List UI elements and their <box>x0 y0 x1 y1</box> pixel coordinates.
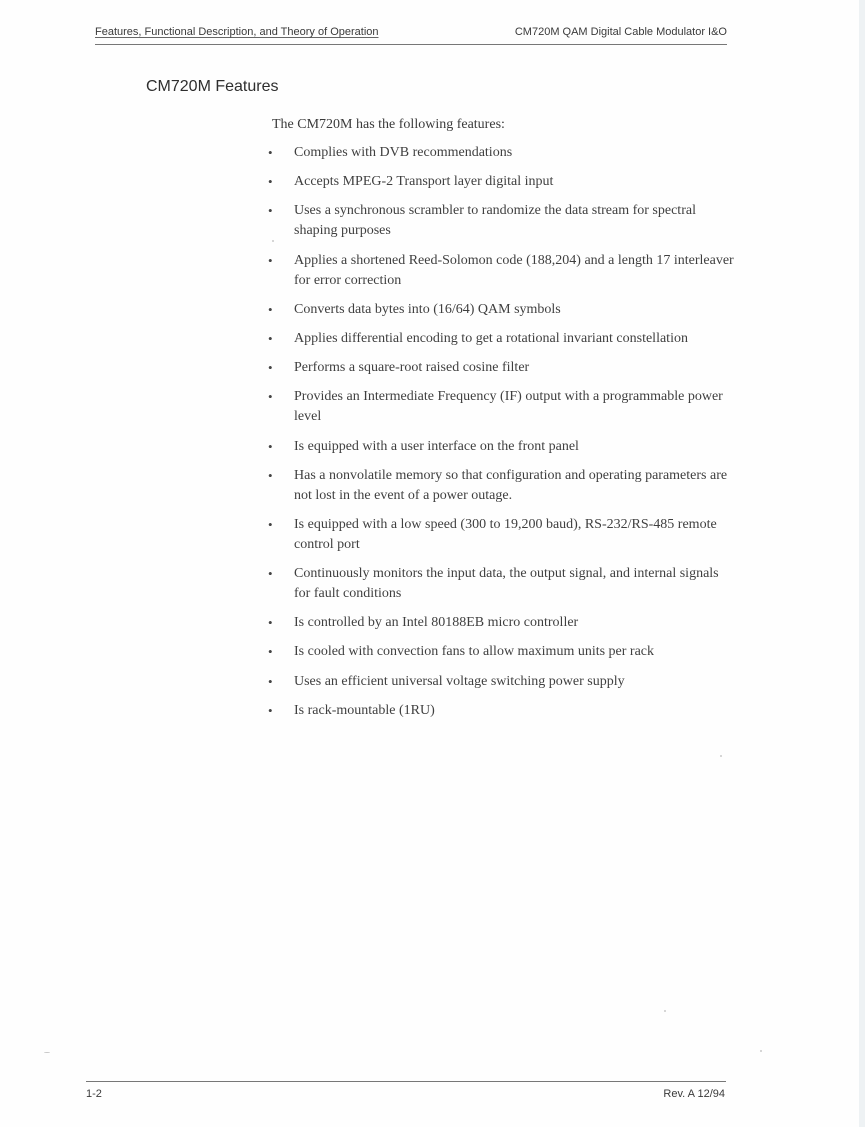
feature-text: Is equipped with a user interface on the front panel <box>294 438 579 454</box>
revision-label: Rev. A 12/94 <box>663 1088 725 1100</box>
scan-speck <box>44 1052 50 1053</box>
feature-text: Continuously monitors the input data, the output signal, and internal signals for fault conditions <box>294 566 719 602</box>
feature-item <box>266 613 736 633</box>
footer-rule <box>86 1081 726 1082</box>
feature-text: Uses an efficient universal voltage switching power supply <box>294 673 625 689</box>
bullet-icon: • <box>268 389 273 405</box>
bullet-icon: • <box>268 174 273 190</box>
feature-item <box>266 387 736 427</box>
feature-text: Provides an Intermediate Frequency (IF) output with a programmable power level <box>294 389 723 425</box>
feature-item <box>266 515 736 555</box>
feature-text: Applies a shortened Reed-Solomon code (188,204) and a length 17 interleaver for error correction <box>294 252 734 288</box>
bullet-icon: • <box>268 360 273 376</box>
bullet-icon: • <box>268 301 273 317</box>
feature-text: Uses a synchronous scrambler to randomize the data stream for spectral shaping purposes <box>294 203 696 239</box>
scan-speck <box>272 240 274 242</box>
bullet-icon: • <box>268 673 273 689</box>
bullet-icon: • <box>268 438 273 454</box>
scan-edge <box>859 0 865 1127</box>
feature-item <box>266 201 736 241</box>
feature-item <box>266 143 736 163</box>
header-rule <box>95 44 727 45</box>
bullet-icon: • <box>268 330 273 346</box>
scan-speck <box>664 1010 666 1012</box>
feature-text: Has a nonvolatile memory so that configuration and operating parameters are not lost in the event of a power outage. <box>294 467 728 503</box>
bullet-icon: • <box>268 467 273 483</box>
intro-text: The CM720M has the following features: <box>272 117 505 132</box>
header-section-title: Features, Functional Description, and Theory of Operation <box>95 26 379 38</box>
feature-item <box>266 564 736 604</box>
bullet-icon: • <box>268 203 273 219</box>
feature-item <box>266 172 736 192</box>
feature-item <box>266 251 736 291</box>
bullet-icon: • <box>268 145 273 160</box>
feature-item <box>266 329 736 349</box>
feature-item <box>266 466 736 506</box>
feature-text: Is controlled by an Intel 80188EB micro controller <box>294 615 579 631</box>
feature-text: Applies differential encoding to get a rotational invariant constellation <box>294 330 688 346</box>
feature-text: Is equipped with a low speed (300 to 19,200 baud), RS-232/RS-485 remote control port <box>294 516 717 552</box>
feature-item <box>266 300 736 320</box>
feature-item <box>266 358 736 378</box>
page-number: 1-2 <box>86 1088 102 1100</box>
running-header <box>95 26 727 42</box>
feature-item <box>266 672 736 692</box>
feature-text: Accepts MPEG-2 Transport layer digital input <box>294 174 554 190</box>
feature-text: Is cooled with convection fans to allow maximum units per rack <box>294 644 655 660</box>
bullet-icon: • <box>268 702 273 718</box>
bullet-icon: • <box>268 615 273 631</box>
bullet-icon: • <box>268 644 273 660</box>
feature-item <box>266 437 736 457</box>
section-title: CM720M Features <box>146 78 279 95</box>
feature-item <box>266 701 736 721</box>
feature-text: Is rack-mountable (1RU) <box>294 702 435 718</box>
bullet-icon: • <box>268 252 273 268</box>
bullet-icon: • <box>268 516 273 532</box>
feature-list <box>266 143 736 730</box>
feature-text: Converts data bytes into (16/64) QAM symbols <box>294 301 561 317</box>
feature-text: Performs a square-root raised cosine filter <box>294 360 530 376</box>
feature-item <box>266 642 736 662</box>
bullet-icon: • <box>268 566 273 582</box>
scan-speck <box>760 1050 762 1052</box>
scan-speck <box>720 755 722 757</box>
feature-text: Complies with DVB recommendations <box>294 145 513 160</box>
header-document-title: CM720M QAM Digital Cable Modulator I&O <box>514 26 727 38</box>
